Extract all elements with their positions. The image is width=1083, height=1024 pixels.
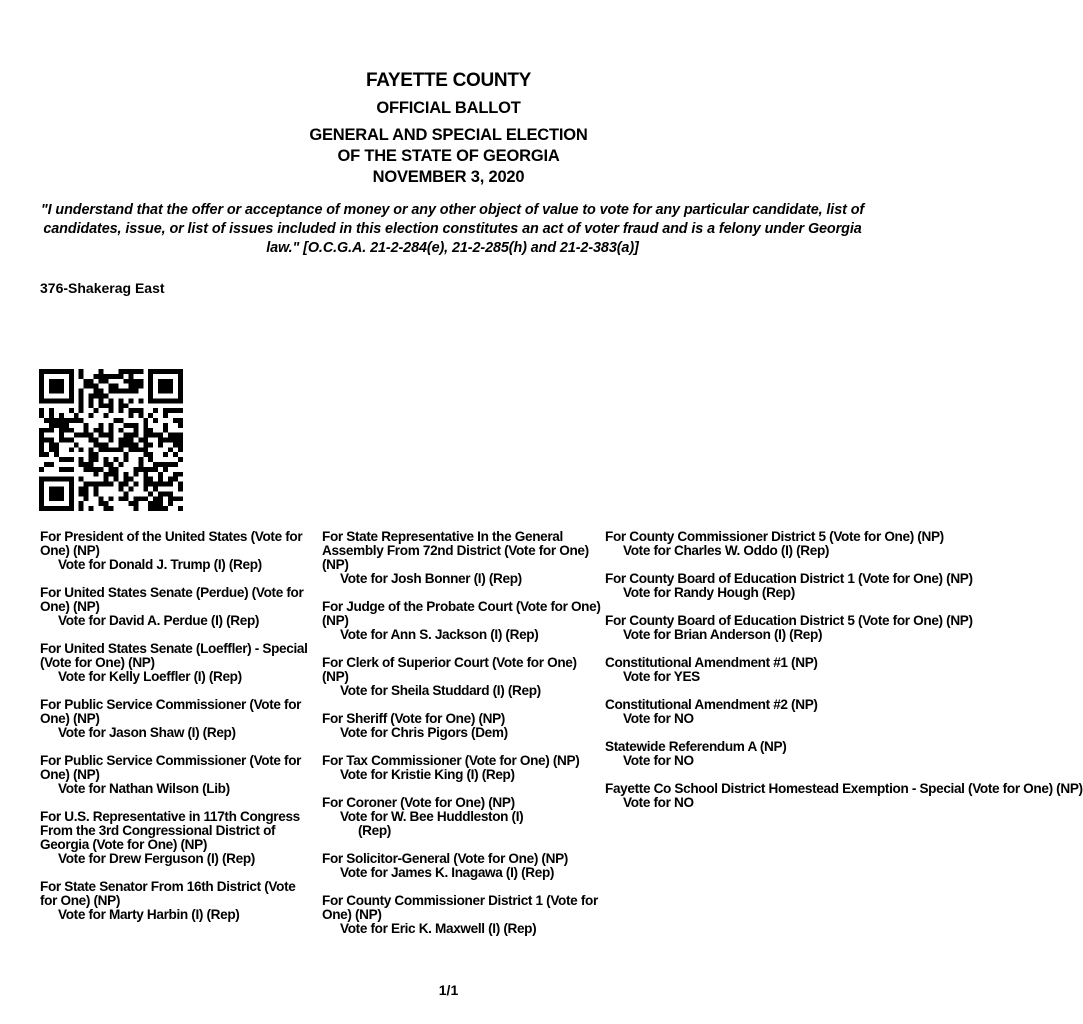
race-block xyxy=(605,740,897,768)
race-title: Constitutional Amendment #2 (NP) xyxy=(605,697,818,712)
race-title: For Sheriff (Vote for One) (NP) xyxy=(322,711,505,726)
race-title: For State Senator From 16th District (Vote for One) (NP) xyxy=(40,879,296,908)
race-block xyxy=(605,613,973,642)
race-title: Fayette Co School District Homestead Exemption - Special (Vote for One) (NP) xyxy=(605,781,1083,796)
vote-selection: Vote for Sheila Studdard (I) (Rep) xyxy=(340,683,541,698)
vote-selection: Vote for Drew Ferguson (I) (Rep) xyxy=(58,851,255,866)
race-block xyxy=(322,712,602,740)
race-block xyxy=(40,880,312,922)
race-block xyxy=(40,586,312,628)
race-title: For County Board of Education District 5 (Vote for One) (NP) xyxy=(605,613,973,628)
race-title: For Solicitor-General (Vote for One) (NP) xyxy=(322,851,568,866)
race-block xyxy=(605,698,897,726)
vote-selection: Vote for James K. Inagawa (I) (Rep) xyxy=(340,865,555,880)
race-title: Statewide Referendum A (NP) xyxy=(605,739,787,754)
vote-selection: Vote for Josh Bonner (I) (Rep) xyxy=(340,571,522,586)
race-block xyxy=(40,530,312,572)
vote-selection: Vote for Marty Harbin (I) (Rep) xyxy=(58,907,240,922)
race-title: For United States Senate (Perdue) (Vote for One) (NP) xyxy=(40,585,304,614)
race-title: For Coroner (Vote for One) (NP) xyxy=(322,795,515,810)
race-block xyxy=(322,530,602,586)
race-title: For U.S. Representative in 117th Congress From the 3rd Congressional District of Georgia (Vote for One) (NP) xyxy=(40,809,300,852)
race-block xyxy=(322,600,602,642)
vote-selection: Vote for Randy Hough (Rep) xyxy=(623,585,795,600)
race-block xyxy=(40,754,312,796)
vote-selection: Vote for Donald J. Trump (I) (Rep) xyxy=(58,557,262,572)
qr-code xyxy=(39,369,183,511)
race-title: For Public Service Commissioner (Vote for One) (NP) xyxy=(40,697,302,726)
vote-selection: Vote for NO xyxy=(623,753,694,768)
page-number: 1/1 xyxy=(438,982,459,998)
race-block xyxy=(40,698,312,740)
voter-fraud-oath: "I understand that the offer or acceptance of money or any other object of value to vote for any particular candidate, list of candidates, issue, or list of issues included in this election constitutes an act of voter fraud and is a felony under Georgia law." [O.C.G.A. 21-2-284(e), 21-2-285(h) and 21-2-383(a)] xyxy=(40,202,865,256)
vote-selection: Vote for Ann S. Jackson (I) (Rep) xyxy=(340,627,539,642)
race-block xyxy=(605,529,944,558)
race-title: For United States Senate (Loeffler) - Special (Vote for One) (NP) xyxy=(40,641,308,670)
vote-selection: Vote for Nathan Wilson (Lib) xyxy=(58,781,230,796)
election-date: NOVEMBER 3, 2020 xyxy=(372,168,525,186)
race-title: For County Commissioner District 5 (Vote for One) (NP) xyxy=(605,529,944,544)
races-column-3 xyxy=(605,529,1083,824)
race-title: For Clerk of Superior Court (Vote for One) (NP) xyxy=(322,655,577,684)
races-column-1 xyxy=(40,530,312,936)
race-block xyxy=(322,852,602,880)
vote-selection: Vote for Chris Pigors (Dem) xyxy=(340,725,508,740)
race-title: For President of the United States (Vote for One) (NP) xyxy=(40,529,303,558)
race-block xyxy=(322,656,602,698)
race-block xyxy=(605,781,1083,810)
county-title: FAYETTE COUNTY xyxy=(365,70,532,91)
race-title: For Tax Commissioner (Vote for One) (NP) xyxy=(322,753,580,768)
election-title-line1: GENERAL AND SPECIAL ELECTION xyxy=(309,126,588,144)
race-title: For Public Service Commissioner (Vote for One) (NP) xyxy=(40,753,302,782)
race-block xyxy=(40,642,312,684)
vote-selection: Vote for Charles W. Oddo (I) (Rep) xyxy=(623,543,830,558)
race-block xyxy=(605,571,973,600)
race-block xyxy=(605,656,897,684)
vote-selection: Vote for Brian Anderson (I) (Rep) xyxy=(623,627,823,642)
vote-selection: Vote for W. Bee Huddleston (I) xyxy=(340,809,524,824)
race-title: For Judge of the Probate Court (Vote for One) (NP) xyxy=(322,599,601,628)
vote-selection: Vote for NO xyxy=(623,711,694,726)
vote-selection: Vote for David A. Perdue (I) (Rep) xyxy=(58,613,260,628)
vote-selection: Vote for Kelly Loeffler (I) (Rep) xyxy=(58,669,242,684)
race-title: For County Commissioner District 1 (Vote for One) (NP) xyxy=(322,893,598,922)
race-title: For State Representative In the General Assembly From 72nd District (Vote for One) (NP) xyxy=(322,529,589,572)
race-title: Constitutional Amendment #1 (NP) xyxy=(605,655,818,670)
race-block xyxy=(322,754,602,782)
vote-selection: Vote for Kristie King (I) (Rep) xyxy=(340,767,515,782)
vote-selection: Vote for Eric K. Maxwell (I) (Rep) xyxy=(340,921,537,936)
vote-selection: Vote for NO xyxy=(623,795,694,810)
race-block xyxy=(40,810,312,866)
ballot-title: OFFICIAL BALLOT xyxy=(376,99,521,117)
race-block xyxy=(322,796,602,838)
ballot-header xyxy=(0,68,897,188)
election-title-line2: OF THE STATE OF GEORGIA xyxy=(337,147,560,165)
vote-selection: Vote for YES xyxy=(623,669,700,684)
races-column-2 xyxy=(322,530,602,950)
race-block xyxy=(322,894,602,936)
race-title: For County Board of Education District 1 (Vote for One) (NP) xyxy=(605,571,973,586)
precinct-label: 376-Shakerag East xyxy=(40,280,165,296)
vote-selection: Vote for Jason Shaw (I) (Rep) xyxy=(58,725,236,740)
vote-selection-continued: (Rep) xyxy=(358,823,391,838)
